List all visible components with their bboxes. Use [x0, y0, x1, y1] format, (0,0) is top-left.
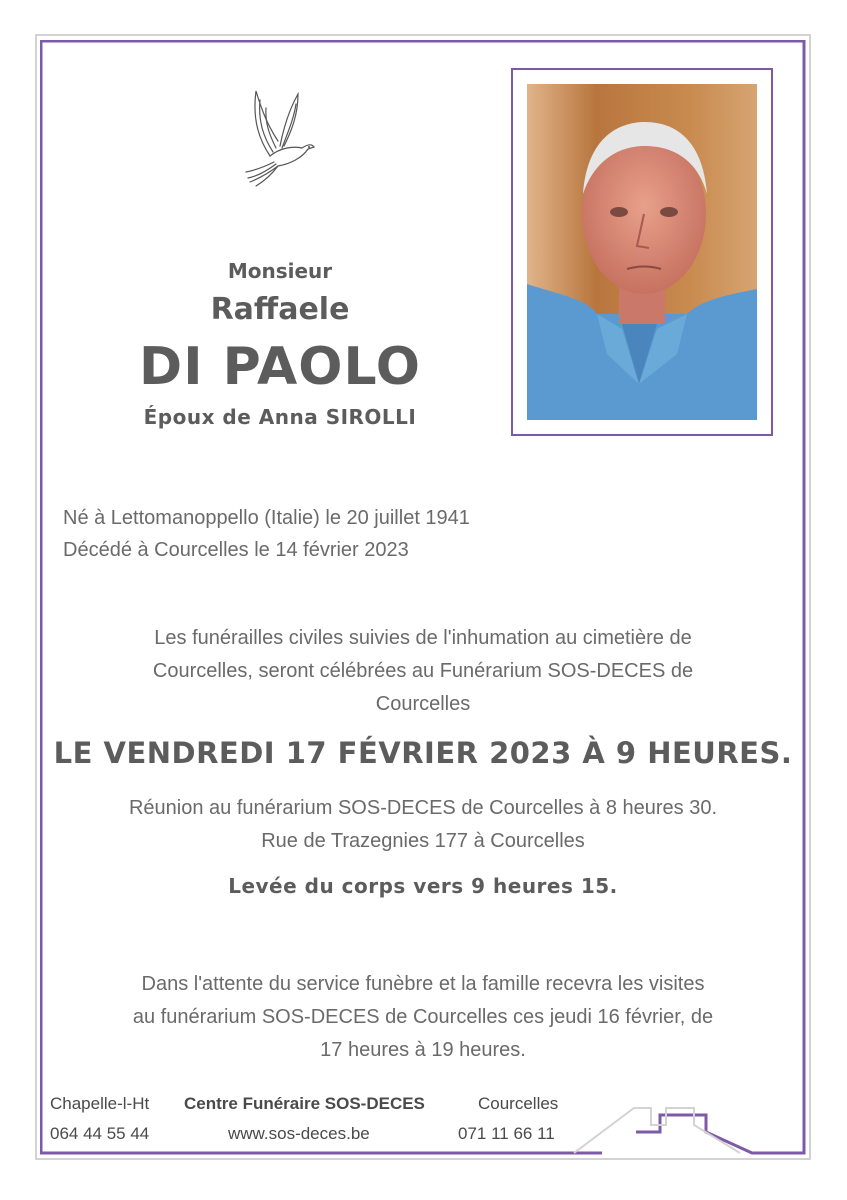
footer-left-phone: 064 44 55 44	[50, 1124, 150, 1143]
footer-company-name: Centre Funéraire SOS-DECES	[184, 1094, 425, 1113]
footer-right-phone: 071 11 66 11	[458, 1124, 555, 1143]
funeral-line: Les funérailles civiles suivies de l'inhumation au cimetière de	[154, 627, 692, 649]
visit-line: Dans l'attente du service funèbre et la famille recevra les visites	[141, 973, 705, 995]
footer-website-link[interactable]: www.sos-deces.be	[228, 1124, 370, 1143]
footer-right-town: Courcelles	[478, 1094, 559, 1113]
first-name: Raffaele	[210, 292, 350, 327]
birth-death-block	[63, 502, 470, 566]
death-line: Décédé à Courcelles le 14 février 2023	[63, 539, 409, 561]
visit-line: au funérarium SOS-DECES de Courcelles ces jeudi 16 février, de	[132, 1006, 714, 1028]
dove-icon	[240, 86, 320, 192]
meeting-line: Réunion au funérarium SOS-DECES de Courcelles à 8 heures 30.	[128, 797, 718, 819]
last-name: DI PAOLO	[139, 337, 421, 397]
visit-line: 17 heures à 19 heures.	[320, 1039, 526, 1061]
civility-title: Monsieur	[227, 259, 333, 283]
birth-line: Né à Lettomanoppello (Italie) le 20 juillet 1941	[63, 507, 470, 529]
levee-line: Levée du corps vers 9 heures 15.	[228, 874, 618, 898]
visit-paragraph	[42, 968, 804, 1067]
footer-left-town: Chapelle-l-Ht	[50, 1094, 150, 1113]
funeral-line: Courcelles	[375, 693, 471, 715]
portrait-frame	[511, 68, 773, 436]
funeral-line: Courcelles, seront célébrées au Funérarium SOS-DECES de	[152, 660, 694, 682]
portrait-photo	[527, 84, 757, 420]
ceremony-date: LE VENDREDI 17 FÉVRIER 2023 À 9 HEURES.	[53, 736, 793, 770]
meeting-paragraph	[42, 792, 804, 858]
meeting-line: Rue de Trazegnies 177 à Courcelles	[261, 830, 585, 852]
spouse-line: Époux de Anna SIROLLI	[143, 405, 417, 429]
funeral-paragraph	[42, 622, 804, 721]
